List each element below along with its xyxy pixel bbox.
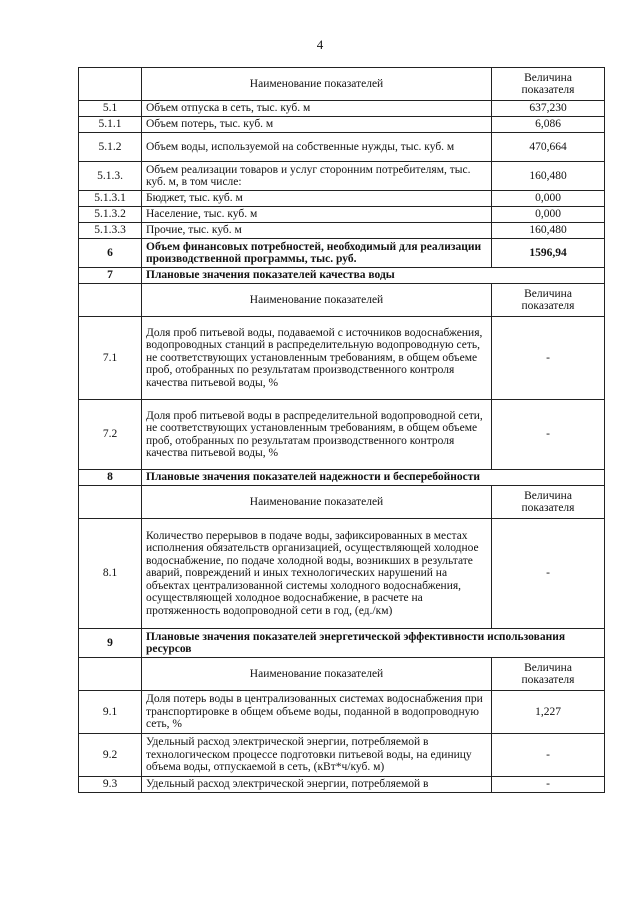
section-7-title-row: 7 Плановые значения показателей качества воды bbox=[79, 268, 605, 284]
table-row: 5.1.3. Объем реализации товаров и услуг сторонним потребителям, тыс. куб. м, в том числе: 160,480 bbox=[79, 162, 605, 191]
table-row: 8.1 Количество перерывов в подаче воды, зафиксированных в местах исполнения обязательств организацией, осуществляющей холодное водоснабжение, по подаче холодной воды, возникших в результате аварий, повреждений и иных технологических нарушений на объектах централизованной системы холодного водоснабжения, осуществляющей холодное водоснабжение, в расчете на протяженность водопроводной сети в год, (ед./км) - bbox=[79, 519, 605, 629]
table-row: 7.1 Доля проб питьевой воды, подаваемой с источников водоснабжения, водопроводных станций в распределительную водопроводную сеть, не соответствующих установленным требованиям, в общем объеме проб, отобранных по результатам производственного контроля качества питьевой воды, % - bbox=[79, 317, 605, 400]
table-row: 5.1.3.1 Бюджет, тыс. куб. м 0,000 bbox=[79, 191, 605, 207]
indicators-table bbox=[78, 67, 605, 793]
section-9-title-row: 9 Плановые значения показателей энергетической эффективности использования ресурсов bbox=[79, 629, 605, 658]
table-header-row: Наименование показателей Величина показателя bbox=[79, 486, 605, 519]
section-6-row: 6 Объем финансовых потребностей, необходимый для реализации производственной программы, тыс. руб. 1596,94 bbox=[79, 239, 605, 268]
header-value: Величина показателя bbox=[492, 68, 605, 101]
table-header-row: Наименование показателей Величина показателя bbox=[79, 284, 605, 317]
table-header-row bbox=[79, 68, 605, 101]
table-row: 9.3 Удельный расход электрической энергии, потребляемой в - bbox=[79, 777, 605, 793]
table-row: 5.1 Объем отпуска в сеть, тыс. куб. м 637,230 bbox=[79, 101, 605, 117]
header-name: Наименование показателей bbox=[142, 68, 492, 101]
table-header-row: Наименование показателей Величина показателя bbox=[79, 658, 605, 691]
page-number: 4 bbox=[316, 37, 324, 52]
table-row: 9.1 Доля потерь воды в централизованных системах водоснабжения при транспортировке в общем объеме воды, поданной в водопроводную сеть, % 1,227 bbox=[79, 691, 605, 734]
table-row: 5.1.3.2 Население, тыс. куб. м 0,000 bbox=[79, 207, 605, 223]
table-row: 5.1.2 Объем воды, используемой на собственные нужды, тыс. куб. м 470,664 bbox=[79, 133, 605, 162]
table-row: 5.1.1 Объем потерь, тыс. куб. м 6,086 bbox=[79, 117, 605, 133]
table-row: 5.1.3.3 Прочие, тыс. куб. м 160,480 bbox=[79, 223, 605, 239]
section-8-title-row: 8 Плановые значения показателей надежности и бесперебойности bbox=[79, 470, 605, 486]
table-row: 7.2 Доля проб питьевой воды в распределительной водопроводной сети, не соответствующих установленным требованиям, в общем объеме проб, отобранных по результатам производственного контроля качества питьевой воды, % - bbox=[79, 400, 605, 470]
table-row: 9.2 Удельный расход электрической энергии, потребляемой в технологическом процессе подготовки питьевой воды, на единицу объема воды, отпускаемой в сеть, (кВт*ч/куб. м) - bbox=[79, 734, 605, 777]
